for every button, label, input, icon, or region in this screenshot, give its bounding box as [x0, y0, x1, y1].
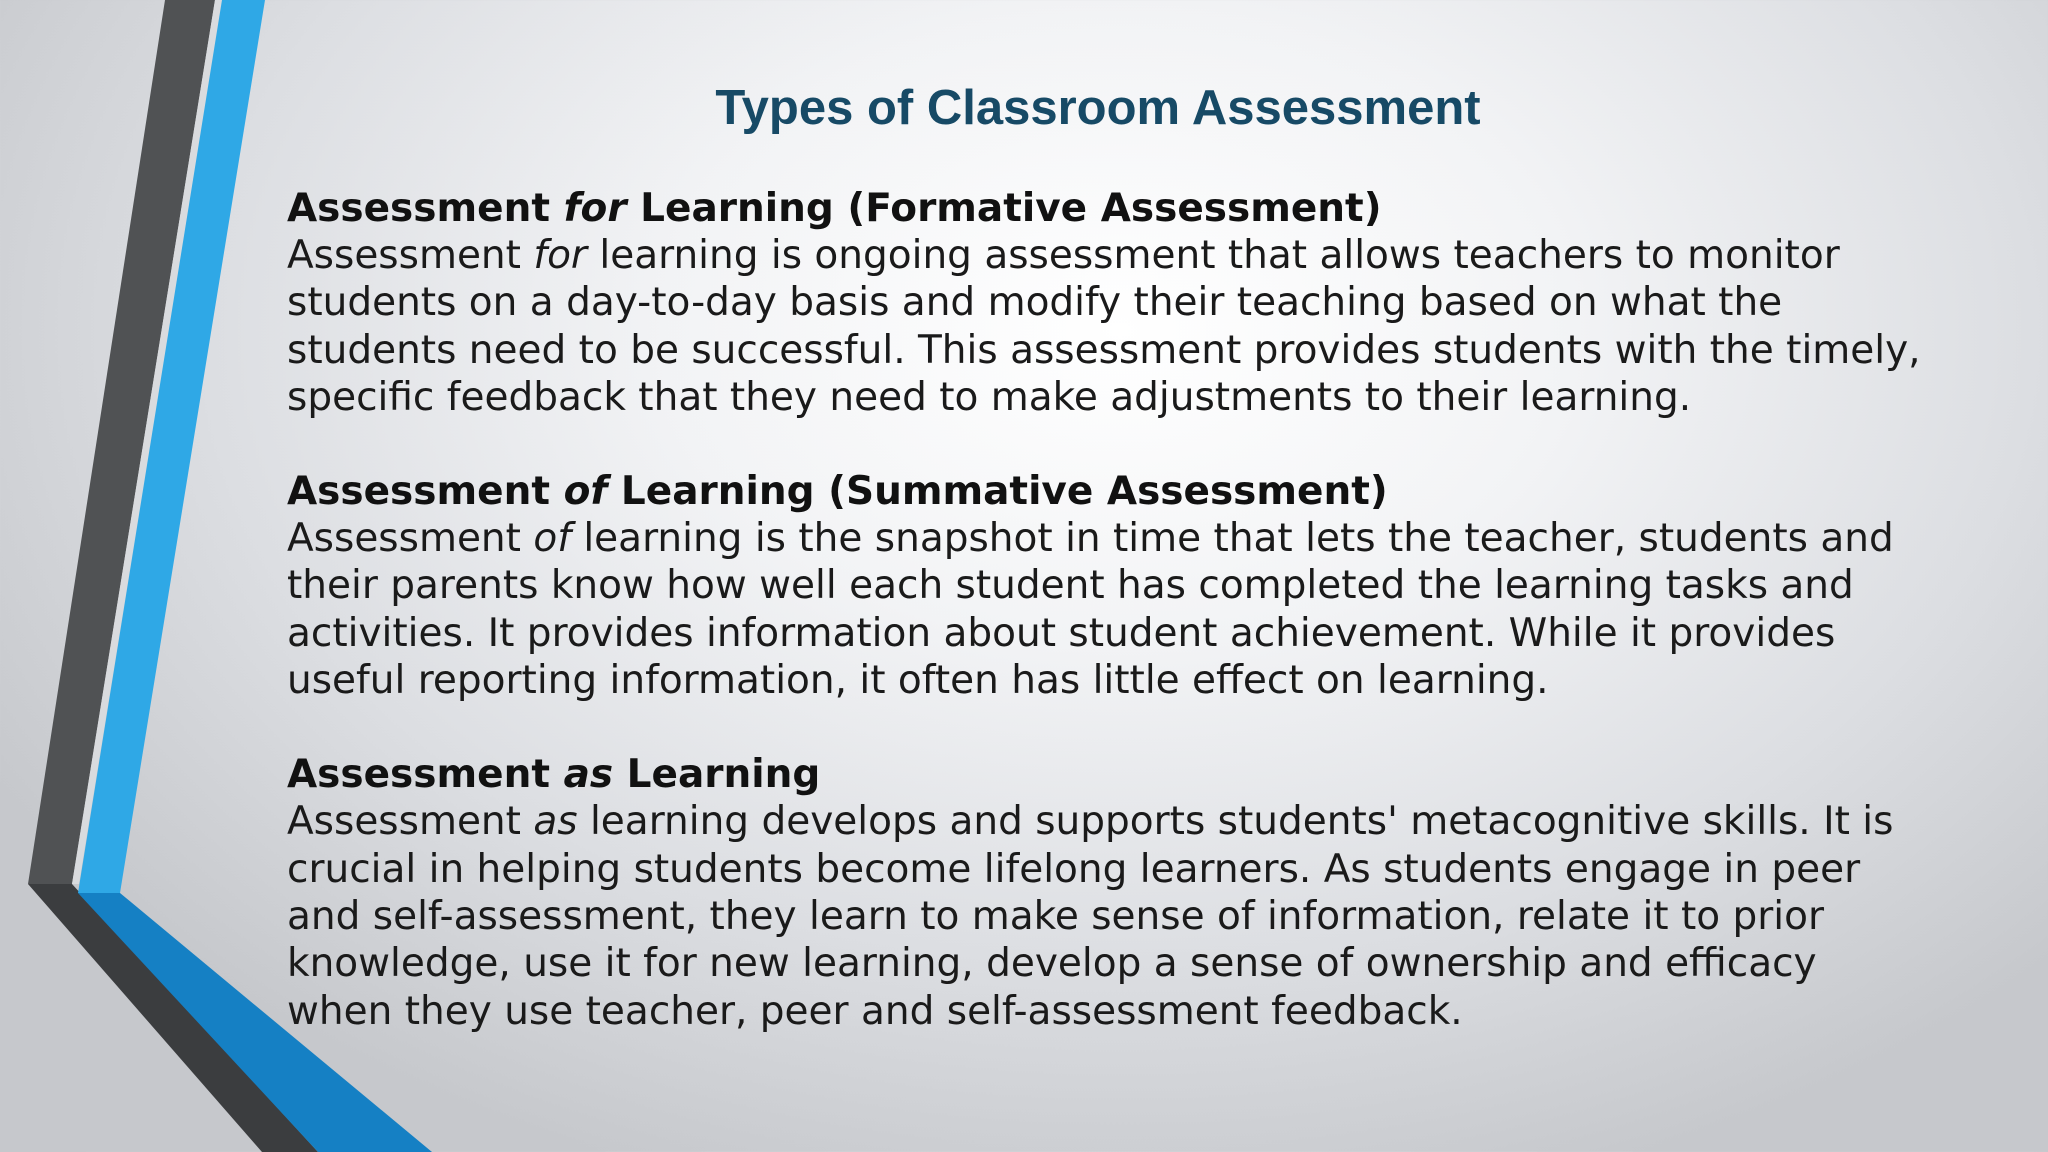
- section-body: [287, 798, 2007, 1034]
- body-line: when they use teacher, peer and self-assessment feedback.: [287, 988, 1463, 1034]
- body-line: students on a day-to-day basis and modify their teaching based on what the: [287, 280, 1783, 326]
- gray-stripe-lower: [28, 884, 318, 1152]
- section-body: [287, 232, 2007, 421]
- body-line: Assessment for learning is ongoing assessment that allows teachers to monitor: [287, 233, 1840, 278]
- body-line: and self-assessment, they learn to make sense of information, relate it to prior: [287, 893, 1825, 939]
- body-line: knowledge, use it for new learning, develop a sense of ownership and efficacy: [287, 941, 1817, 987]
- slide-content: [287, 185, 2007, 1082]
- section-summative: [287, 468, 2007, 704]
- body-line: specific feedback that they need to make adjustments to their learning.: [287, 374, 1692, 420]
- body-line: useful reporting information, it often has little effect on learning.: [287, 658, 1549, 704]
- section-as-learning: [287, 751, 2007, 1034]
- slide-title: Types of Classroom Assessment: [715, 81, 1481, 135]
- section-heading: Assessment of Learning (Summative Assessment): [287, 469, 1388, 515]
- body-line: their parents know how well each student has completed the learning tasks and: [287, 563, 1854, 609]
- section-body: [287, 515, 2007, 704]
- body-line: activities. It provides information about student achievement. While it provides: [287, 610, 1836, 656]
- body-line: Assessment of learning is the snapshot in time that lets the teacher, students and: [287, 516, 1894, 562]
- section-heading: Assessment as Learning: [287, 752, 821, 798]
- body-line: crucial in helping students become lifelong learners. As students engage in peer: [287, 846, 1861, 892]
- section-heading: Assessment for Learning (Formative Assessment): [287, 186, 1382, 231]
- body-line: Assessment as learning develops and supports students' metacognitive skills. It is: [287, 799, 1894, 845]
- body-line: students need to be successful. This assessment provides students with the timely,: [287, 327, 1921, 373]
- section-formative: [287, 185, 2007, 421]
